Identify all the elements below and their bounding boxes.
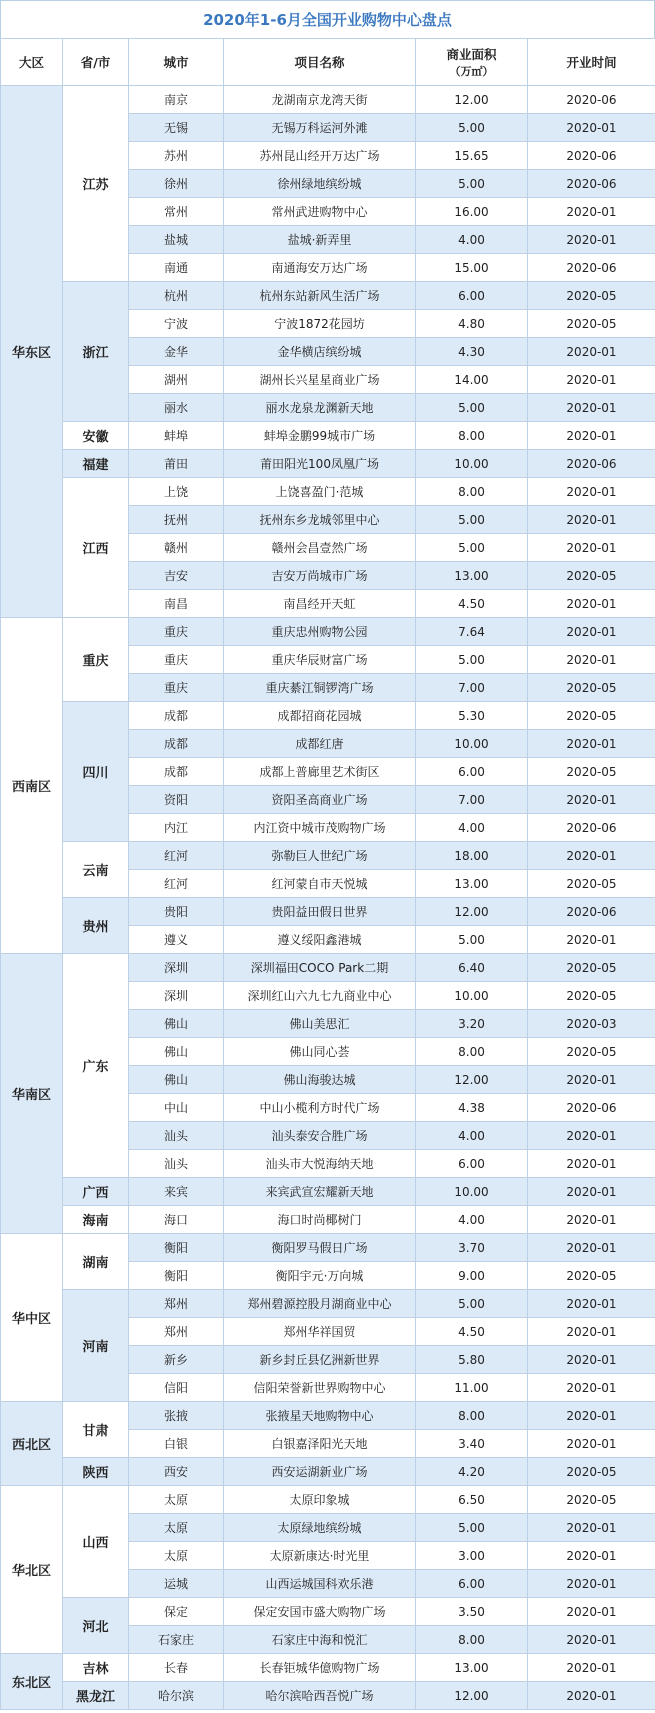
city-cell: 新乡	[129, 1346, 224, 1374]
region-cell: 西南区	[1, 618, 63, 954]
city-cell: 南通	[129, 254, 224, 282]
city-cell: 石家庄	[129, 1626, 224, 1654]
project-cell: 张掖星天地购物中心	[224, 1402, 416, 1430]
province-cell: 四川	[63, 702, 129, 842]
project-cell: 佛山美思汇	[224, 1010, 416, 1038]
open-date-cell: 2020-01	[528, 590, 655, 618]
area-cell: 6.40	[416, 954, 528, 982]
open-date-cell: 2020-01	[528, 1178, 655, 1206]
project-cell: 西安运湖新业广场	[224, 1458, 416, 1486]
header-city: 城市	[129, 39, 224, 86]
project-cell: 成都红唐	[224, 730, 416, 758]
area-cell: 8.00	[416, 478, 528, 506]
province-cell: 云南	[63, 842, 129, 898]
city-cell: 郑州	[129, 1290, 224, 1318]
open-date-cell: 2020-01	[528, 534, 655, 562]
project-cell: 遵义绥阳鑫港城	[224, 926, 416, 954]
project-cell: 徐州绿地缤纷城	[224, 170, 416, 198]
area-cell: 5.00	[416, 534, 528, 562]
area-cell: 5.30	[416, 702, 528, 730]
open-date-cell: 2020-05	[528, 1038, 655, 1066]
header-region: 大区	[1, 39, 63, 86]
area-cell: 4.30	[416, 338, 528, 366]
area-cell: 5.80	[416, 1346, 528, 1374]
city-cell: 南京	[129, 86, 224, 114]
project-cell: 深圳红山六九七九商业中心	[224, 982, 416, 1010]
open-date-cell: 2020-06	[528, 1094, 655, 1122]
area-cell: 3.20	[416, 1010, 528, 1038]
area-cell: 4.00	[416, 814, 528, 842]
city-cell: 吉安	[129, 562, 224, 590]
region-cell: 华东区	[1, 86, 63, 618]
area-cell: 10.00	[416, 450, 528, 478]
open-date-cell: 2020-01	[528, 114, 655, 142]
city-cell: 徐州	[129, 170, 224, 198]
project-cell: 重庆綦江铜锣湾广场	[224, 674, 416, 702]
province-cell: 广西	[63, 1178, 129, 1206]
area-cell: 12.00	[416, 898, 528, 926]
area-cell: 3.00	[416, 1542, 528, 1570]
region-cell: 东北区	[1, 1654, 63, 1710]
area-cell: 12.00	[416, 1682, 528, 1710]
table-row	[1, 1458, 655, 1486]
open-date-cell: 2020-05	[528, 758, 655, 786]
open-date-cell: 2020-01	[528, 1570, 655, 1598]
project-cell: 石家庄中海和悦汇	[224, 1626, 416, 1654]
open-date-cell: 2020-01	[528, 1402, 655, 1430]
open-date-cell: 2020-03	[528, 1010, 655, 1038]
project-cell: 盐城·新弄里	[224, 226, 416, 254]
project-cell: 上饶喜盈门·范城	[224, 478, 416, 506]
region-cell: 华北区	[1, 1486, 63, 1654]
area-cell: 4.00	[416, 226, 528, 254]
city-cell: 苏州	[129, 142, 224, 170]
area-cell: 4.00	[416, 1206, 528, 1234]
project-cell: 佛山同心荟	[224, 1038, 416, 1066]
city-cell: 海口	[129, 1206, 224, 1234]
project-cell: 抚州东乡龙城邻里中心	[224, 506, 416, 534]
province-cell: 江苏	[63, 86, 129, 282]
table-row	[1, 618, 655, 646]
city-cell: 衡阳	[129, 1262, 224, 1290]
project-cell: 蚌埠金鹏99城市广场	[224, 422, 416, 450]
open-date-cell: 2020-01	[528, 1374, 655, 1402]
project-cell: 来宾武宣宏耀新天地	[224, 1178, 416, 1206]
table-header-row	[1, 39, 655, 86]
area-cell: 8.00	[416, 1626, 528, 1654]
open-date-cell: 2020-01	[528, 1290, 655, 1318]
area-cell: 13.00	[416, 1654, 528, 1682]
city-cell: 深圳	[129, 982, 224, 1010]
project-cell: 杭州东站新风生活广场	[224, 282, 416, 310]
open-date-cell: 2020-05	[528, 702, 655, 730]
header-area-unit: （万㎡）	[449, 65, 494, 78]
area-cell: 5.00	[416, 394, 528, 422]
table-row	[1, 1654, 655, 1682]
area-cell: 18.00	[416, 842, 528, 870]
area-cell: 4.50	[416, 1318, 528, 1346]
city-cell: 信阳	[129, 1374, 224, 1402]
table-row	[1, 898, 655, 926]
region-cell: 西北区	[1, 1402, 63, 1486]
project-cell: 常州武进购物中心	[224, 198, 416, 226]
table-row	[1, 1178, 655, 1206]
area-cell: 4.00	[416, 1122, 528, 1150]
city-cell: 深圳	[129, 954, 224, 982]
open-date-cell: 2020-01	[528, 478, 655, 506]
city-cell: 太原	[129, 1542, 224, 1570]
area-cell: 9.00	[416, 1262, 528, 1290]
open-date-cell: 2020-05	[528, 1486, 655, 1514]
project-cell: 白银嘉泽阳光天地	[224, 1430, 416, 1458]
table-row	[1, 1234, 655, 1262]
open-date-cell: 2020-06	[528, 142, 655, 170]
project-cell: 信阳荣誉新世界购物中心	[224, 1374, 416, 1402]
city-cell: 赣州	[129, 534, 224, 562]
project-cell: 吉安万尚城市广场	[224, 562, 416, 590]
city-cell: 无锡	[129, 114, 224, 142]
table-row	[1, 450, 655, 478]
province-cell: 海南	[63, 1206, 129, 1234]
project-cell: 长春钜城华億购物广场	[224, 1654, 416, 1682]
open-date-cell: 2020-01	[528, 1598, 655, 1626]
project-cell: 郑州碧源控股月湖商业中心	[224, 1290, 416, 1318]
open-date-cell: 2020-05	[528, 870, 655, 898]
open-date-cell: 2020-01	[528, 1682, 655, 1710]
area-cell: 12.00	[416, 1066, 528, 1094]
city-cell: 资阳	[129, 786, 224, 814]
city-cell: 红河	[129, 870, 224, 898]
area-cell: 5.00	[416, 114, 528, 142]
city-cell: 莆田	[129, 450, 224, 478]
city-cell: 太原	[129, 1486, 224, 1514]
open-date-cell: 2020-01	[528, 1626, 655, 1654]
area-cell: 15.65	[416, 142, 528, 170]
province-cell: 安徽	[63, 422, 129, 450]
area-cell: 15.00	[416, 254, 528, 282]
project-cell: 太原绿地缤纷城	[224, 1514, 416, 1542]
area-cell: 8.00	[416, 422, 528, 450]
city-cell: 内江	[129, 814, 224, 842]
page-title: 2020年1-6月全国开业购物中心盘点	[0, 0, 655, 38]
city-cell: 保定	[129, 1598, 224, 1626]
open-date-cell: 2020-01	[528, 646, 655, 674]
project-cell: 重庆忠州购物公园	[224, 618, 416, 646]
project-cell: 新乡封丘县亿洲新世界	[224, 1346, 416, 1374]
open-date-cell: 2020-01	[528, 926, 655, 954]
open-date-cell: 2020-01	[528, 1346, 655, 1374]
province-cell: 河北	[63, 1598, 129, 1654]
open-date-cell: 2020-05	[528, 1458, 655, 1486]
open-date-cell: 2020-01	[528, 1122, 655, 1150]
area-cell: 4.50	[416, 590, 528, 618]
table-row	[1, 954, 655, 982]
open-date-cell: 2020-01	[528, 198, 655, 226]
region-cell: 华南区	[1, 954, 63, 1234]
city-cell: 衡阳	[129, 1234, 224, 1262]
open-date-cell: 2020-05	[528, 562, 655, 590]
project-cell: 佛山海骏达城	[224, 1066, 416, 1094]
area-cell: 13.00	[416, 870, 528, 898]
open-date-cell: 2020-06	[528, 814, 655, 842]
area-cell: 5.00	[416, 170, 528, 198]
area-cell: 8.00	[416, 1402, 528, 1430]
area-cell: 6.00	[416, 1570, 528, 1598]
area-cell: 10.00	[416, 1178, 528, 1206]
city-cell: 杭州	[129, 282, 224, 310]
open-date-cell: 2020-01	[528, 366, 655, 394]
province-cell: 福建	[63, 450, 129, 478]
open-date-cell: 2020-06	[528, 86, 655, 114]
area-cell: 5.00	[416, 506, 528, 534]
project-cell: 莆田阳光100凤凰广场	[224, 450, 416, 478]
province-cell: 贵州	[63, 898, 129, 954]
project-cell: 深圳福田COCO Park二期	[224, 954, 416, 982]
province-cell: 浙江	[63, 282, 129, 422]
project-cell: 山西运城国科欢乐港	[224, 1570, 416, 1598]
city-cell: 中山	[129, 1094, 224, 1122]
city-cell: 佛山	[129, 1066, 224, 1094]
project-cell: 资阳圣高商业广场	[224, 786, 416, 814]
table-body	[1, 86, 655, 1710]
city-cell: 西安	[129, 1458, 224, 1486]
open-date-cell: 2020-01	[528, 842, 655, 870]
project-cell: 郑州华祥国贸	[224, 1318, 416, 1346]
area-cell: 5.00	[416, 646, 528, 674]
area-cell: 6.00	[416, 282, 528, 310]
project-cell: 衡阳宇元·万向城	[224, 1262, 416, 1290]
city-cell: 红河	[129, 842, 224, 870]
project-cell: 内江资中城市茂购物广场	[224, 814, 416, 842]
open-date-cell: 2020-01	[528, 1318, 655, 1346]
area-cell: 5.00	[416, 1514, 528, 1542]
project-cell: 赣州会昌壹然广场	[224, 534, 416, 562]
table-row	[1, 1598, 655, 1626]
project-cell: 无锡万科运河外滩	[224, 114, 416, 142]
open-date-cell: 2020-06	[528, 450, 655, 478]
region-cell: 华中区	[1, 1234, 63, 1402]
area-cell: 14.00	[416, 366, 528, 394]
city-cell: 遵义	[129, 926, 224, 954]
city-cell: 抚州	[129, 506, 224, 534]
open-date-cell: 2020-01	[528, 1514, 655, 1542]
city-cell: 盐城	[129, 226, 224, 254]
city-cell: 长春	[129, 1654, 224, 1682]
area-cell: 5.00	[416, 1290, 528, 1318]
table-row	[1, 282, 655, 310]
city-cell: 哈尔滨	[129, 1682, 224, 1710]
city-cell: 来宾	[129, 1178, 224, 1206]
province-cell: 江西	[63, 478, 129, 618]
province-cell: 陕西	[63, 1458, 129, 1486]
open-date-cell: 2020-01	[528, 1234, 655, 1262]
project-cell: 龙湖南京龙湾天街	[224, 86, 416, 114]
city-cell: 金华	[129, 338, 224, 366]
area-cell: 10.00	[416, 982, 528, 1010]
city-cell: 重庆	[129, 674, 224, 702]
open-date-cell: 2020-06	[528, 898, 655, 926]
open-date-cell: 2020-05	[528, 982, 655, 1010]
project-cell: 重庆华辰财富广场	[224, 646, 416, 674]
city-cell: 太原	[129, 1514, 224, 1542]
project-cell: 中山小榄利方时代广场	[224, 1094, 416, 1122]
area-cell: 11.00	[416, 1374, 528, 1402]
area-cell: 4.20	[416, 1458, 528, 1486]
table-row	[1, 422, 655, 450]
open-date-cell: 2020-05	[528, 954, 655, 982]
area-cell: 13.00	[416, 562, 528, 590]
open-date-cell: 2020-01	[528, 1206, 655, 1234]
open-date-cell: 2020-01	[528, 226, 655, 254]
city-cell: 白银	[129, 1430, 224, 1458]
table-row	[1, 842, 655, 870]
area-cell: 16.00	[416, 198, 528, 226]
open-date-cell: 2020-01	[528, 1430, 655, 1458]
area-cell: 4.38	[416, 1094, 528, 1122]
project-cell: 汕头市大悦海纳天地	[224, 1150, 416, 1178]
project-cell: 太原印象城	[224, 1486, 416, 1514]
project-cell: 太原新康达·时光里	[224, 1542, 416, 1570]
city-cell: 上饶	[129, 478, 224, 506]
city-cell: 湖州	[129, 366, 224, 394]
city-cell: 蚌埠	[129, 422, 224, 450]
project-cell: 南通海安万达广场	[224, 254, 416, 282]
open-date-cell: 2020-01	[528, 730, 655, 758]
project-cell: 贵阳益田假日世界	[224, 898, 416, 926]
open-date-cell: 2020-01	[528, 786, 655, 814]
open-date-cell: 2020-01	[528, 618, 655, 646]
province-cell: 广东	[63, 954, 129, 1178]
area-cell: 7.00	[416, 786, 528, 814]
city-cell: 汕头	[129, 1122, 224, 1150]
open-date-cell: 2020-01	[528, 1654, 655, 1682]
city-cell: 贵阳	[129, 898, 224, 926]
province-cell: 重庆	[63, 618, 129, 702]
open-date-cell: 2020-06	[528, 170, 655, 198]
area-cell: 6.00	[416, 758, 528, 786]
project-cell: 宁波1872花园坊	[224, 310, 416, 338]
open-date-cell: 2020-01	[528, 422, 655, 450]
city-cell: 成都	[129, 730, 224, 758]
city-cell: 南昌	[129, 590, 224, 618]
city-cell: 重庆	[129, 646, 224, 674]
open-date-cell: 2020-05	[528, 282, 655, 310]
project-cell: 成都招商花园城	[224, 702, 416, 730]
city-cell: 佛山	[129, 1038, 224, 1066]
table-row	[1, 478, 655, 506]
area-cell: 6.50	[416, 1486, 528, 1514]
city-cell: 佛山	[129, 1010, 224, 1038]
province-cell: 湖南	[63, 1234, 129, 1290]
province-cell: 黑龙江	[63, 1682, 129, 1710]
city-cell: 运城	[129, 1570, 224, 1598]
table-row	[1, 702, 655, 730]
city-cell: 张掖	[129, 1402, 224, 1430]
open-date-cell: 2020-01	[528, 506, 655, 534]
project-cell: 汕头泰安合胜广场	[224, 1122, 416, 1150]
header-area	[416, 39, 528, 86]
city-cell: 成都	[129, 758, 224, 786]
open-date-cell: 2020-01	[528, 1066, 655, 1094]
area-cell: 7.00	[416, 674, 528, 702]
area-cell: 8.00	[416, 1038, 528, 1066]
area-cell: 3.40	[416, 1430, 528, 1458]
table-row	[1, 86, 655, 114]
open-date-cell: 2020-05	[528, 674, 655, 702]
city-cell: 汕头	[129, 1150, 224, 1178]
header-province: 省/市	[63, 39, 129, 86]
project-cell: 丽水龙泉龙渊新天地	[224, 394, 416, 422]
project-cell: 南昌经开天虹	[224, 590, 416, 618]
table-row	[1, 1206, 655, 1234]
project-cell: 弥勒巨人世纪广场	[224, 842, 416, 870]
area-cell: 4.80	[416, 310, 528, 338]
area-cell: 6.00	[416, 1150, 528, 1178]
area-cell: 5.00	[416, 926, 528, 954]
city-cell: 丽水	[129, 394, 224, 422]
table-row	[1, 1402, 655, 1430]
table-row	[1, 1682, 655, 1710]
project-cell: 成都上普廊里艺术街区	[224, 758, 416, 786]
area-cell: 7.64	[416, 618, 528, 646]
open-date-cell: 2020-05	[528, 1262, 655, 1290]
project-cell: 湖州长兴星星商业广场	[224, 366, 416, 394]
province-cell: 山西	[63, 1486, 129, 1598]
header-project: 项目名称	[224, 39, 416, 86]
province-cell: 河南	[63, 1290, 129, 1402]
province-cell: 吉林	[63, 1654, 129, 1682]
province-cell: 甘肃	[63, 1402, 129, 1458]
header-open: 开业时间	[528, 39, 655, 86]
project-cell: 哈尔滨哈西吾悦广场	[224, 1682, 416, 1710]
city-cell: 成都	[129, 702, 224, 730]
city-cell: 宁波	[129, 310, 224, 338]
open-date-cell: 2020-05	[528, 310, 655, 338]
open-date-cell: 2020-01	[528, 394, 655, 422]
project-cell: 红河蒙自市天悦城	[224, 870, 416, 898]
project-cell: 衡阳罗马假日广场	[224, 1234, 416, 1262]
area-cell: 12.00	[416, 86, 528, 114]
open-date-cell: 2020-06	[528, 254, 655, 282]
open-date-cell: 2020-01	[528, 338, 655, 366]
project-cell: 金华横店缤纷城	[224, 338, 416, 366]
city-cell: 常州	[129, 198, 224, 226]
table-row	[1, 1290, 655, 1318]
open-date-cell: 2020-01	[528, 1542, 655, 1570]
project-cell: 苏州昆山经开万达广场	[224, 142, 416, 170]
table-row	[1, 1486, 655, 1514]
project-cell: 海口时尚椰树门	[224, 1206, 416, 1234]
area-cell: 3.70	[416, 1234, 528, 1262]
city-cell: 重庆	[129, 618, 224, 646]
mall-table	[0, 38, 655, 1710]
open-date-cell: 2020-01	[528, 1150, 655, 1178]
area-cell: 10.00	[416, 730, 528, 758]
area-cell: 3.50	[416, 1598, 528, 1626]
city-cell: 郑州	[129, 1318, 224, 1346]
header-area-label: 商业面积	[446, 47, 497, 62]
project-cell: 保定安国市盛大购物广场	[224, 1598, 416, 1626]
